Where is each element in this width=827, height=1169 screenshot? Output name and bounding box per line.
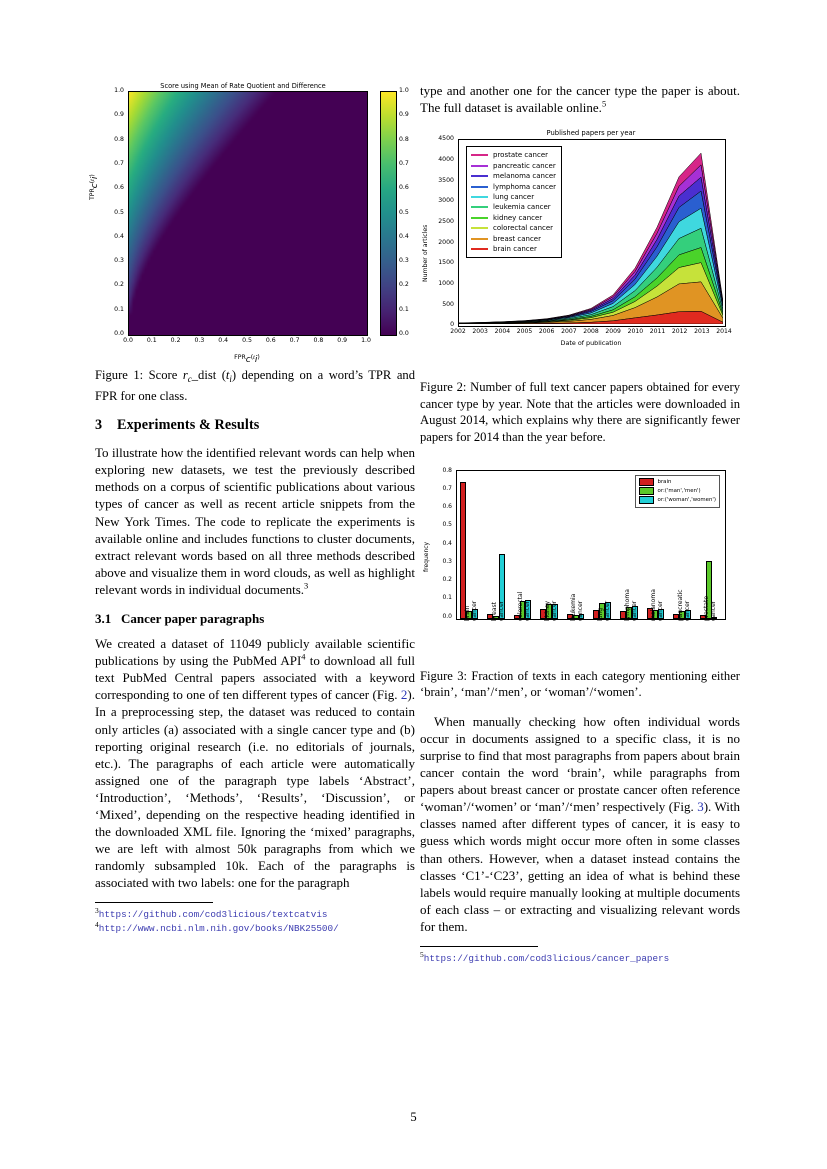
footnote-marker-3[interactable]: 3 — [304, 581, 309, 591]
footnote-separator-right — [420, 946, 538, 947]
figure-2-legend-item — [471, 171, 556, 181]
figure-2-legend-item — [471, 161, 556, 171]
figure-2-legend-label: melanoma cancer — [493, 172, 557, 181]
figure-2-legend-item — [471, 233, 556, 243]
figure-3-x-tick-label: lymphoma — [623, 588, 631, 621]
figure-1-colorbar-tick: 0.8 — [399, 135, 409, 143]
figure-3-x-tick-label: cancer — [710, 600, 718, 621]
figure-3-y-tick: 0.0 — [442, 612, 452, 620]
figure-2-x-tick: 2005 — [516, 328, 533, 336]
right-column — [420, 82, 740, 966]
figure-3-y-tick: 0.4 — [442, 539, 452, 547]
figure-1-y-tick: 0.5 — [114, 208, 124, 216]
figure-3-x-tick-label: cancer — [577, 600, 585, 621]
figure-3-x-tick-label: cancer — [683, 600, 691, 621]
figure-2-legend-swatch — [471, 206, 488, 208]
figure-3-y-tick: 0.3 — [442, 557, 452, 565]
figure-3-x-tick-label: brain — [463, 605, 471, 621]
figure-2-y-tick: 1500 — [438, 259, 454, 267]
footnote-separator-left — [95, 902, 213, 903]
figure-2-y-tick: 4000 — [438, 155, 454, 163]
figure-3-x-tick-label: prostate — [703, 595, 711, 621]
figure-1-colorbar-tick: 0.0 — [399, 330, 409, 337]
figure-1-y-tick: 0.1 — [114, 305, 124, 313]
figure-2-legend-swatch — [471, 196, 488, 198]
figure-1-colorbar-gradient — [381, 92, 396, 335]
paragraph-dataset-continued — [420, 82, 740, 116]
figure-1-x-tick: 0.5 — [242, 337, 252, 344]
figure-3-bar-chart — [420, 464, 740, 664]
figure-3-y-tick: 0.5 — [442, 521, 452, 529]
section-number: 3 — [95, 417, 103, 434]
figure-2-y-tick: 0 — [450, 321, 454, 329]
figure-1-colorbar-tick: 0.3 — [399, 257, 409, 265]
section-title: Experiments & Results — [117, 417, 260, 434]
figure-1-colorbar-tick: 0.4 — [399, 232, 409, 240]
figure-2-x-tick: 2008 — [583, 328, 599, 336]
figure-2-legend-item — [471, 244, 556, 254]
figure-1-plot-area — [128, 91, 368, 336]
figure-3-x-tick-label: cancer — [524, 600, 532, 621]
figure-1-y-tick: 0.3 — [114, 257, 124, 265]
figure-2-stacked-area — [420, 127, 740, 377]
figure-2-legend-item — [471, 150, 556, 160]
figure-1-x-tick: 0.4 — [218, 337, 229, 344]
figure-2-x-tick: 2002 — [450, 328, 466, 336]
figure-3-x-tick-label: cancer — [550, 600, 558, 621]
figure-2-caption — [420, 379, 740, 445]
figure-2-legend-item — [471, 223, 556, 233]
figure-3-x-tick-label: colorectal — [517, 591, 525, 621]
figure-2-y-tick: 2000 — [438, 238, 454, 246]
figure-2-x-tick: 2004 — [494, 328, 511, 336]
figure-3-y-axis-label: frequency — [423, 541, 430, 572]
figure-1-colorbar-tick: 0.6 — [399, 184, 409, 192]
figure-1-heatmap — [89, 82, 415, 367]
paragraph-dataset-part-b: to download all full text PubMed Central papers associated with a keyword corresponding to one of ten different types of cancer (Fig. — [95, 653, 416, 703]
figure-3-legend-label: brain — [657, 479, 672, 486]
figure-1-y-tick: 0.4 — [114, 232, 124, 240]
footnote-5-marker: 5 — [420, 949, 424, 959]
figure-3-legend — [635, 475, 720, 508]
figure-2-legend-label: kidney cancer — [493, 213, 543, 222]
figure-1-x-tick: 0.2 — [170, 337, 181, 344]
figure-1-x-tick: 0.7 — [289, 337, 300, 344]
figure-2-legend-swatch — [471, 227, 488, 229]
figure-1-x-tick: 0.9 — [337, 337, 348, 344]
figure-2-x-tick: 2010 — [627, 328, 644, 336]
figure-reference-2[interactable]: 2 — [400, 687, 408, 703]
figure-2-legend-label: leukemia cancer — [493, 203, 551, 212]
figure-1-heatmap-surface — [129, 92, 367, 335]
figure-3-y-tick: 0.8 — [442, 466, 452, 474]
figure-2-legend-label: lymphoma cancer — [493, 182, 557, 191]
figure-2-legend-swatch — [471, 238, 488, 240]
paragraph-discussion-part-b: ). With classes named after different types of cancer, it is easy to guess which words might occur more often in some classes than others. However, when a dataset instead contains the classes ‘C1’-‘C23’, getting an idea of what is behind these labels would require manually looking at multiple documents of each class – or extracting and visualizing relevant words for them. — [420, 799, 740, 934]
figure-3-legend-label: or:('woman','women') — [657, 497, 716, 504]
figure-2-legend-item — [471, 202, 556, 212]
figure-1-x-tick: 0.1 — [146, 337, 157, 344]
figure-1-x-tick: 0.8 — [313, 337, 324, 344]
footnote-4 — [95, 919, 415, 936]
figure-2-legend-swatch — [471, 248, 488, 250]
paragraph-intro — [95, 444, 415, 598]
page-number: 5 — [410, 1110, 417, 1124]
subsection-number: 3.1 — [95, 611, 112, 627]
figure-2-legend-swatch — [471, 217, 488, 219]
paragraph-discussion — [420, 713, 740, 935]
figure-2-x-tick: 2013 — [694, 328, 710, 336]
subsection-title: Cancer paper paragraphs — [121, 611, 265, 627]
figure-2-legend-swatch — [471, 154, 488, 156]
left-column — [89, 82, 416, 936]
figure-1-x-tick: 0.0 — [123, 337, 133, 344]
figure-3-legend-item — [639, 487, 716, 496]
figure-3-x-tick-label: cancer — [630, 600, 638, 621]
figure-2-legend-label: brain cancer — [493, 244, 537, 253]
footnote-4-url[interactable]: http://www.ncbi.nlm.nih.gov/books/NBK25500/ — [98, 923, 339, 935]
figure-1-title: Score using Mean of Rate Quotient and Difference — [160, 82, 326, 90]
figure-3-x-tick-label: cancer — [603, 600, 611, 621]
figure-1-colorbar-tick: 0.7 — [399, 159, 409, 167]
figure-2-legend-item — [471, 192, 556, 202]
figure-1-x-tick: 0.6 — [265, 337, 276, 344]
figure-2-legend-swatch — [471, 175, 488, 177]
figure-2-legend-label: lung cancer — [493, 192, 535, 201]
figure-1-y-tick: 0.9 — [114, 111, 124, 119]
figure-2-legend-item — [471, 213, 556, 223]
figure-1-x-axis-label: FPRc(ti) — [234, 354, 260, 365]
figure-3-y-tick: 0.1 — [442, 594, 452, 602]
figure-1-y-tick: 0.2 — [114, 281, 124, 289]
footnote-3 — [95, 908, 415, 922]
figure-2-legend-label: colorectal cancer — [493, 224, 554, 233]
figure-2-x-tick: 2011 — [649, 328, 666, 336]
figure-2-legend-label: prostate cancer — [493, 151, 549, 160]
figure-1-colorbar — [380, 91, 397, 336]
figure-2-y-tick: 4500 — [438, 135, 454, 143]
figure-3-legend-swatch — [639, 478, 654, 486]
figure-1-y-tick: 0.0 — [114, 330, 124, 337]
figure-2-y-tick: 2500 — [438, 217, 454, 225]
section-heading-experiments — [95, 417, 415, 434]
figure-2-legend-item — [471, 181, 556, 191]
figure-1-x-tick: 1.0 — [361, 337, 371, 344]
figure-3-y-tick: 0.7 — [442, 484, 452, 492]
figure-3-legend-swatch — [639, 487, 654, 495]
figure-2-x-tick: 2012 — [671, 328, 688, 336]
figure-2-legend-label: breast cancer — [493, 234, 541, 243]
footnote-marker-4[interactable]: 4 — [301, 652, 306, 662]
figure-3-x-tick-label: cancer — [497, 600, 505, 621]
paragraph-dataset — [95, 635, 415, 891]
figure-2-y-tick: 500 — [442, 300, 454, 308]
figure-3-bar — [460, 482, 466, 619]
figure-1-colorbar-tick: 0.1 — [399, 305, 409, 313]
figure-3-y-tick: 0.2 — [442, 576, 452, 584]
figure-2-x-axis-label: Date of publication — [560, 339, 622, 348]
figure-1-colorbar-tick: 1.0 — [399, 87, 409, 94]
figure-3-x-tick-label: cancer — [470, 600, 478, 621]
figure-1-y-tick: 0.6 — [114, 184, 124, 192]
figure-1-caption: Figure 1: Score $r_c\_dist$ $(t_i)$ depending on a word’s TPR and FPR for one class. — [95, 368, 415, 403]
figure-3-x-tick-label: melanoma — [650, 588, 658, 621]
figure-2-legend-swatch — [471, 186, 488, 188]
paragraph-dataset-part-c: ). In a preprocessing step, the dataset was reduced to contain only articles (a) associated with a single cancer type and (b) reporting original research (i.e. no editorials of journals, etc.). The paragraphs of each article were automatically assigned one of the paragraph type labels ‘Abstract’, ‘Introduction’, ‘Methods’, ‘Results’, ‘Discussion’, or ‘Mixed’, depending on the respective heading identified in the downloaded XML file. Ignoring the ‘mixed’ paragraphs, we are left with almost 50k paragraphs from which we randomly subsampled 10k. Each of the paragraphs is associated with two labels: one for the paragraph — [95, 687, 415, 891]
figure-1-colorbar-tick: 0.2 — [399, 281, 409, 289]
figure-3-x-tick-label: kidney — [543, 600, 551, 621]
figure-1-y-tick: 0.7 — [114, 159, 124, 167]
figure-2-caption-text: Number of full text cancer papers obtained for every cancer type by year. Note that the articles were downloaded in August 2014, which explains why there are significantly fewer papers for 2014 than the year before. — [420, 380, 740, 444]
footnote-5-url[interactable]: https://github.com/cod3licious/cancer_papers — [423, 952, 670, 964]
figure-2-y-tick: 3000 — [438, 197, 454, 205]
figure-2-y-axis-label: Number of articles — [422, 224, 429, 283]
footnote-3-marker: 3 — [95, 906, 99, 916]
figure-2-y-tick: 3500 — [438, 176, 454, 184]
figure-3-x-tick-label: breast — [490, 601, 498, 621]
figure-3-x-tick-label: lung — [596, 607, 604, 621]
figure-2-legend-swatch — [471, 165, 488, 167]
figure-2-x-tick: 2007 — [561, 328, 577, 336]
figure-3-plot-area — [456, 470, 726, 620]
figure-1-y-tick: 0.8 — [114, 135, 124, 143]
figure-3-y-tick: 0.6 — [442, 503, 452, 511]
subsection-heading-cancer-paper-paragraphs — [95, 611, 415, 627]
figure-2-x-tick: 2014 — [716, 328, 732, 336]
figure-2-x-tick: 2009 — [605, 328, 621, 336]
figure-2-legend — [466, 146, 562, 258]
figure-reference-3[interactable]: 3 — [697, 799, 704, 815]
footnote-4-marker: 4 — [95, 919, 99, 929]
figure-3-caption — [420, 668, 740, 701]
figure-3-x-tick-label: cancer — [657, 600, 665, 621]
figure-2-legend-label: pancreatic cancer — [493, 161, 556, 170]
figure-1-colorbar-tick: 0.9 — [399, 111, 409, 119]
figure-3-legend-item — [639, 478, 716, 487]
figure-3-caption-text: Fraction of texts in each category mentioning either ‘brain’, ‘man’/‘men’, or ‘woman’/‘women’. — [420, 668, 741, 700]
figure-2-y-tick: 1000 — [438, 279, 454, 287]
figure-2-x-tick: 2003 — [472, 328, 488, 336]
figure-3-x-tick-label: leukemia — [570, 593, 578, 621]
figure-3-legend-item — [639, 496, 716, 505]
figure-3-x-tick-label: pancreatic — [676, 588, 684, 621]
footnote-5 — [420, 949, 740, 966]
figure-3-legend-swatch — [639, 496, 654, 504]
figure-1-x-tick: 0.3 — [194, 337, 205, 344]
figure-2-caption-prefix: Figure 2: — [420, 380, 467, 395]
figure-2-x-tick: 2006 — [538, 328, 555, 336]
figure-1-y-tick: 1.0 — [114, 87, 124, 94]
figure-3-caption-prefix: Figure 3: — [420, 668, 467, 683]
footnote-marker-5[interactable]: 5 — [601, 99, 607, 109]
figure-2-title: Published papers per year — [546, 129, 636, 138]
paragraph-dataset-continued-text: type and another one for the cancer type the paper is about. The full dataset is available online. — [420, 83, 740, 116]
paragraph-dataset-part-a: We created a dataset of 11049 publicly available scientific publications by using the PubMed API — [95, 636, 415, 669]
figure-1-y-axis-label: TPRc(ti) — [89, 174, 100, 200]
figure-3-legend-label: or:('man','men') — [657, 488, 701, 495]
paragraph-intro-text: To illustrate how the identified relevant words can help when exploring new datasets, we test the previously described methods on a corpus of scientific publications about various types of cancer as well as recent article snippets from the New York Times. The code to replicate the experiments is available online and includes functions to cluster documents, extract relevant words based on all three methods described above and visualize them in word clouds, as well as highlight relevant words in individual documents. — [95, 445, 415, 597]
paragraph-discussion-part-a: When manually checking how often individual words occur in documents assigned to a specific class, it is no surprise to find that most paragraphs from papers about brain cancer contain the word ‘brain’, while paragraphs from papers about breast cancer or prostate cancer often reference ‘woman’/‘women’ or ‘man’/‘men’ respectively (Fig. — [420, 713, 740, 815]
figure-1-colorbar-tick: 0.5 — [399, 208, 409, 216]
footnote-3-url[interactable]: https://github.com/cod3licious/textcatvis — [98, 909, 328, 921]
figure-1-caption-prefix: Figure 1: — [95, 368, 144, 382]
